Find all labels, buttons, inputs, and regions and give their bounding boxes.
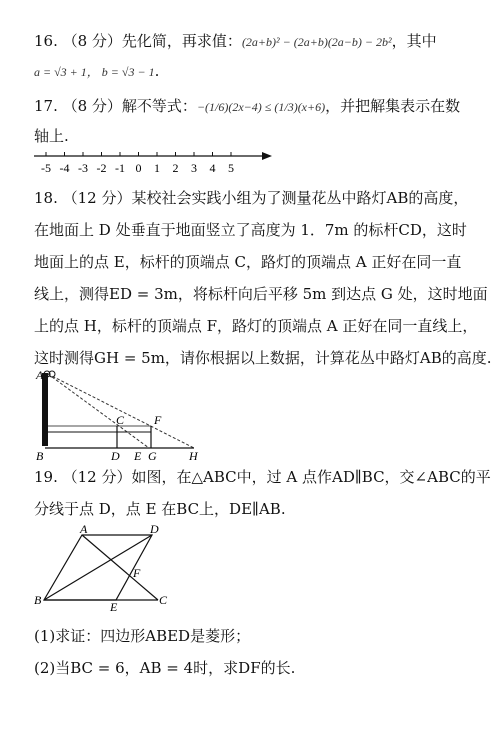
q17-suffix: ，并把解集表示在数 [325,97,461,115]
fig18-label-G: G [148,449,157,460]
q19-part1: (1)求证：四边形ABED是菱形； [34,627,251,645]
q16-end: . [154,62,160,80]
tick-label: -5 [41,161,51,175]
q18-figure [34,365,209,460]
tick-label: -2 [96,161,107,175]
q17-label: 17. （8 分）解不等式： [34,97,197,115]
tick-label: 3 [191,161,197,175]
q16-line1 [34,31,437,52]
fig18-label-C: C [116,413,125,427]
fig19-label-F: F [133,566,141,580]
fig18-label-D: D [111,449,120,460]
number-line [30,148,280,180]
q17-line1 [34,96,460,117]
q19-line2: 分线于点 D，点 E 在BC上，DE∥AB. [34,500,286,518]
q19-line1: 19. （12 分）如图，在△ABC中，过 A 点作AD∥BC，交∠ABC的平 [34,468,491,486]
fig19-label-C: C [159,593,168,607]
fig18-label-F: F [154,413,162,427]
tick-label: 1 [154,161,160,175]
q18-line-1: 18. （12 分）某校社会实践小组为了测量花丛中路灯AB的高度， [34,189,469,207]
lamp-pole [42,373,48,446]
fig19-label-A: A [80,525,88,536]
tick-label: -3 [78,161,88,175]
q17-line2: 轴上. [34,127,69,145]
q16-expression: (2a+b)² − (2a+b)(2a−b) − 2b² [241,35,392,49]
q19-figure [34,525,179,615]
fig19-label-B: B [34,593,42,607]
q18-line-2: 在地面上 D 处垂直于地面竖立了高度为 1．7m 的标杆CD，这时 [34,221,467,239]
fig18-label-E: E [134,449,142,460]
fig19-label-E: E [110,600,118,614]
tick-label: -1 [115,161,125,175]
fig19-label-D: D [150,525,159,536]
fig18-label-H: H [189,449,198,460]
q18-line-4: 线上，测得ED = 3m，将标杆向后平移 5m 到达点 G 处，这时地面 [34,285,488,303]
fig18-label-A: A [36,368,44,382]
q18-line-6: 这时测得GH = 5m，请你根据以上数据，计算花丛中路灯AB的高度. [34,349,492,367]
q18-line-5: 上的点 H，标杆的顶端点 F，路灯的顶端点 A 正好在同一直线上， [34,317,478,335]
q16-label: 16. （8 分）先化简，再求值： [34,32,242,50]
q16-values: a = √3 + 1， b = √3 − 1 [34,65,155,79]
tick-label: 5 [228,161,234,175]
tick-label: 2 [172,161,179,175]
q16-suffix: ，其中 [391,32,437,50]
tick-label: 4 [209,161,216,175]
q19-part2: (2)当BC = 6，AB = 4时，求DF的长. [34,659,296,677]
q16-line2 [34,61,159,82]
tick-label: 0 [135,161,142,175]
tick-label: -4 [59,161,70,175]
q18-line-3: 地面上的点 E，标杆的顶端点 C，路灯的顶端点 A 正好在同一直 [34,253,462,271]
fig18-label-B: B [36,449,44,460]
q17-expression: −(1/6)(2x−4) ≤ (1/3)(x+6) [196,100,326,114]
